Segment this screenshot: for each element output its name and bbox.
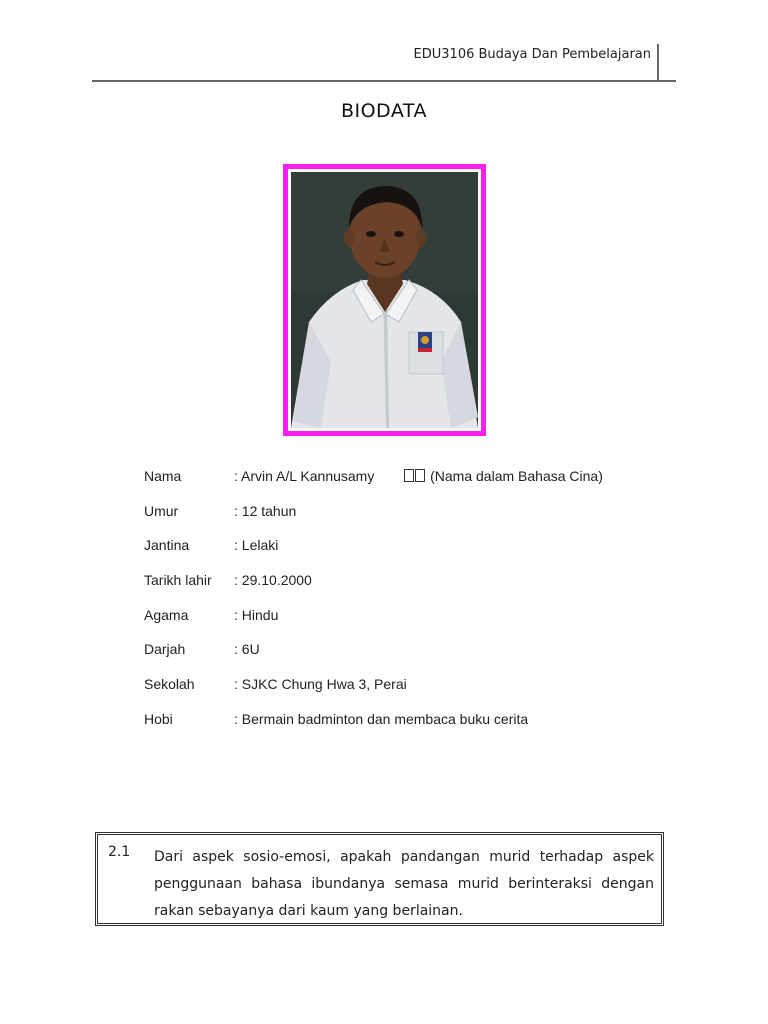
biodata-value — [234, 468, 603, 484]
page-title: BIODATA — [340, 100, 428, 122]
header-horizontal-rule — [92, 80, 676, 82]
biodata-value: : 29.10.2000 — [234, 572, 312, 589]
biodata-value: : Hindu — [234, 606, 279, 623]
biodata-value: : 12 tahun — [234, 502, 297, 519]
chinese-name-glyphs — [404, 468, 426, 484]
missing-glyph-icon — [404, 469, 414, 482]
biodata-name-note: (Nama dalam Bahasa Cina) — [430, 468, 603, 484]
biodata-value: : Lelaki — [234, 537, 279, 554]
biodata-label: Umur — [144, 502, 179, 519]
biodata-value: : Bermain badminton dan membaca buku cerita — [234, 710, 529, 727]
missing-glyph-icon — [415, 469, 425, 482]
biodata-name-value: : Arvin A/L Kannusamy — [234, 468, 375, 484]
question-text: Dari aspek sosio-emosi, apakah pandangan murid terhadap aspek penggunaan bahasa ibundanya semasa murid berinteraksi dengan rakan sebayanya dari kaum yang berlainan. — [154, 849, 654, 919]
biodata-label: Tarikh lahir — [144, 572, 212, 589]
header-vertical-rule — [657, 44, 659, 81]
student-photo — [291, 172, 478, 428]
question-box — [95, 832, 664, 926]
school-badge-icon — [418, 332, 432, 352]
biodata-label: Darjah — [144, 641, 186, 658]
biodata-value: : 6U — [234, 641, 260, 658]
course-header: EDU3106 Budaya Dan Pembelajaran — [413, 47, 651, 62]
student-portrait-illustration — [291, 172, 478, 428]
biodata-label: Nama — [144, 468, 182, 484]
biodata-label: Sekolah — [144, 676, 195, 693]
biodata-label: Agama — [144, 606, 189, 623]
question-number: 2.1 — [108, 844, 131, 860]
photo-frame — [283, 164, 486, 436]
biodata-label: Hobi — [144, 710, 173, 727]
biodata-value: : SJKC Chung Hwa 3, Perai — [234, 676, 407, 693]
biodata-label: Jantina — [144, 537, 190, 554]
